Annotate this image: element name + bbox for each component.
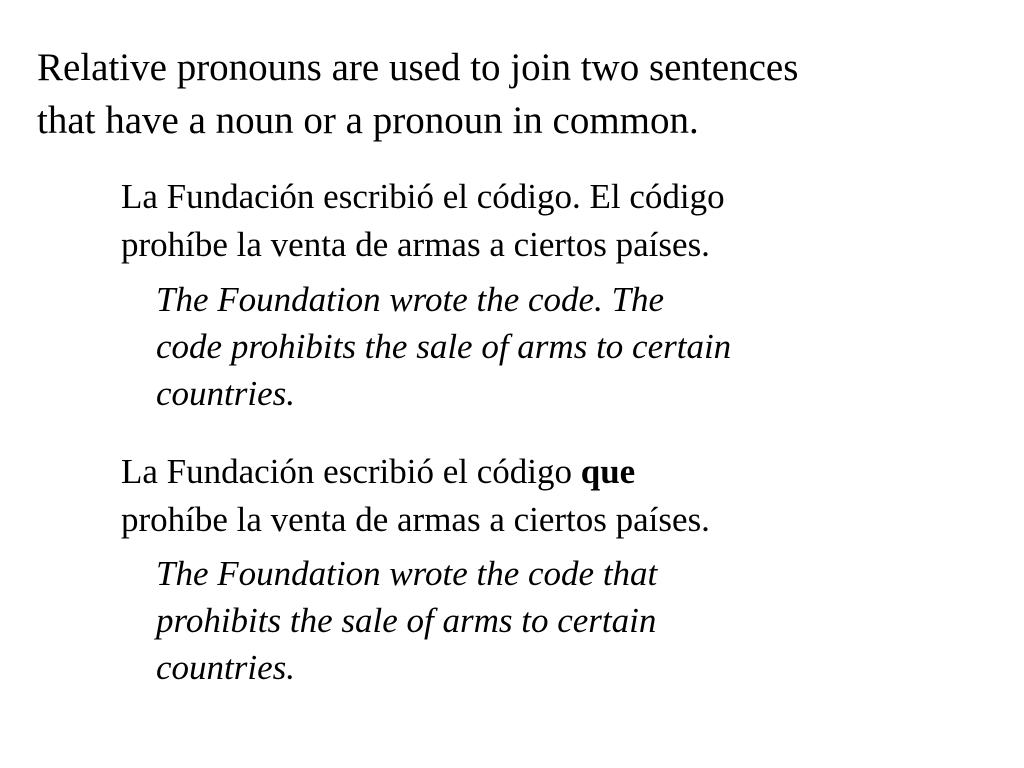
intro-line-2: that have a noun or a pronoun in common. bbox=[37, 99, 699, 142]
example-2-spanish bbox=[121, 448, 981, 544]
example-1-spanish-line-2: prohíbe la venta de armas a ciertos países. bbox=[121, 225, 710, 264]
example-1-english bbox=[156, 276, 976, 417]
example-2-english-line-3: countries. bbox=[156, 648, 296, 687]
example-1-spanish bbox=[121, 173, 981, 269]
example-2-spanish-line-2: prohíbe la venta de armas a ciertos países. bbox=[121, 500, 710, 539]
example-2-spanish-line-1-text: La Fundación escribió el código bbox=[121, 452, 581, 491]
intro-line-1: Relative pronouns are used to join two sentences bbox=[37, 46, 799, 89]
example-1-spanish-line-1: La Fundación escribió el código. El código bbox=[121, 177, 725, 216]
intro-text bbox=[37, 41, 997, 147]
example-2-english-line-2: prohibits the sale of arms to certain bbox=[156, 601, 657, 640]
example-2-spanish-line-1 bbox=[121, 448, 981, 496]
relative-pronoun: que bbox=[580, 452, 636, 491]
example-2-english bbox=[156, 550, 976, 691]
example-2-english-line-1: The Foundation wrote the code that bbox=[156, 554, 658, 593]
example-1-english-line-2: code prohibits the sale of arms to certain bbox=[156, 327, 732, 366]
example-1-english-line-3: countries. bbox=[156, 374, 296, 413]
example-1-english-line-1: The Foundation wrote the code. The bbox=[156, 280, 665, 319]
